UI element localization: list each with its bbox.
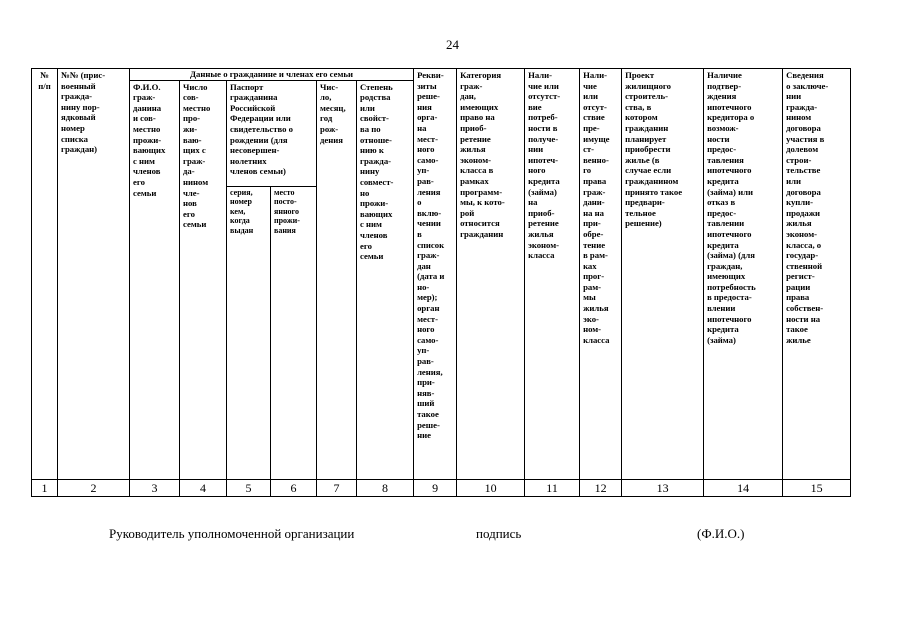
- column-number: 4: [180, 479, 227, 496]
- column-number: 2: [58, 479, 130, 496]
- column-number: 5: [227, 479, 271, 496]
- citizens-register-table: [31, 68, 851, 497]
- col-header-6: место посто- янного прожи- вания: [271, 186, 317, 479]
- col-header-14: Наличие подтвер- ждения ипотечного кредитора о возмож- ности предос- тавления ипотечного кредита (займа) или отказ в предос- тавлении ипотечного кредита (займа) (для граждан, имеющих потребность в предоста- влении ипотечного кредита (займа): [704, 69, 783, 480]
- footer-role-label: Руководитель уполномоченной организации: [109, 526, 355, 541]
- passport-header: Паспорт гражданина Российской Федерации или свидетельство о рождении (для несовершен- нолетних членов семьи): [227, 80, 317, 186]
- column-number: 13: [622, 479, 704, 496]
- col-header-8: Степень родства или свойст- ва по отноше- нию к гражда- нину совмест- но прожи- вающих с ним членов его семьи: [357, 80, 414, 479]
- col-header-10: Категория граж- дан, имеющих право на приоб- ретение жилья эконом- класса в рамках программ- мы, к кото- рой относится гражданин: [457, 69, 525, 480]
- column-number: 7: [317, 479, 357, 496]
- column-number: 15: [783, 479, 851, 496]
- col-header-2: №№ (прис- военный гражда- нину пор- ядковый номер списка граждан): [58, 69, 130, 480]
- col-header-5: серия, номер кем, когда выдан: [227, 186, 271, 479]
- col-header-11: Нали- чие или отсутст- вие потреб- ности в получе- нии ипотеч- ного кредита (займа) на приоб- ретение жилья эконом- класса: [525, 69, 580, 480]
- footer-signature-label: подпись: [476, 526, 522, 541]
- column-number: 3: [130, 479, 180, 496]
- col-header-3: Ф.И.О. граж- данина и сов- местно прожи- вающих с ним членов его семьи: [130, 80, 180, 479]
- column-number: 1: [32, 479, 58, 496]
- column-number: 11: [525, 479, 580, 496]
- col-header-15: Сведения о заключе- нии гражда- нином договора участия в долевом строи- тельстве или договора купли- продажи жилья эконом- класса, о государ- ственной регист- рации права собствен- ности на такое жилье: [783, 69, 851, 480]
- col-header-7: Чис- ло, месяц, год рож- дения: [317, 80, 357, 479]
- column-number: 6: [271, 479, 317, 496]
- col-header-1: № п/п: [32, 69, 58, 480]
- column-number: 10: [457, 479, 525, 496]
- col-header-9: Рекви- зиты реше- ния орга- на мест- ного само- уп- рав- ления о вклю- чении в список граж- дан (дата и но- мер); орган мест- ного само- уп- рав- ления, при- няв- ший такое реше- ние: [414, 69, 457, 480]
- col-header-12: Нали- чие или отсут- ствие пре- имуще ст- венно- го права граж- дани- на на при- обре- тение в рам- ках прог- рам- мы жилья эко- ном- класса: [580, 69, 622, 480]
- header-row-1: [32, 69, 851, 81]
- column-number-row: [32, 479, 851, 496]
- column-number: 8: [357, 479, 414, 496]
- col-header-13: Проект жилищного строитель- ства, в котором гражданин планирует приобрести жилье (в случае если гражданином принято такое предвари- тельное решение): [622, 69, 704, 480]
- group-header-citizen-data: Данные о гражданине и членах его семьи: [130, 69, 414, 81]
- column-number: 9: [414, 479, 457, 496]
- footer-name-label: (Ф.И.О.): [697, 526, 745, 541]
- column-number: 14: [704, 479, 783, 496]
- col-header-4: Число сов- местно про- жи- ваю- щих с граж- да- нином чле- нов его семьи: [180, 80, 227, 479]
- column-number: 12: [580, 479, 622, 496]
- page-number: 24: [446, 37, 459, 52]
